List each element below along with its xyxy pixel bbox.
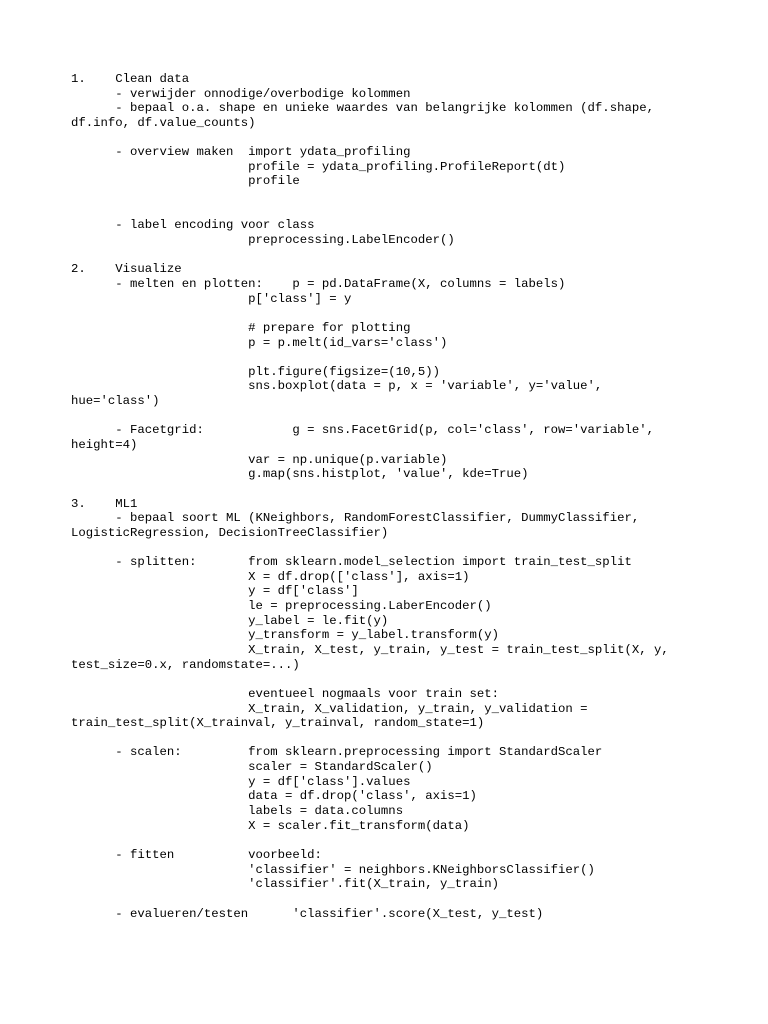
document-line [71,541,711,556]
document-line: X = df.drop(['class'], axis=1) [71,569,470,584]
document-line: sns.boxplot(data = p, x = 'variable', y='value', [71,379,603,394]
document-line: y = df['class'].values [71,774,411,789]
document-line: plt.figure(figsize=(10,5)) [71,364,440,379]
document-line: 'classifier'.fit(X_train, y_train) [71,877,500,892]
document-line: - scalen: from sklearn.preprocessing import StandardScaler [71,745,603,760]
document-line: eventueel nogmaals voor train set: [71,686,500,701]
document-line: height=4) [71,438,138,453]
document-line: X_train, X_test, y_train, y_test = train_test_split(X, y, [71,642,669,657]
document-line: preprocessing.LabelEncoder() [71,233,455,248]
document-line: df.info, df.value_counts) [71,115,256,130]
document-line: 3. ML1 [71,496,138,511]
document-line: X = scaler.fit_transform(data) [71,818,470,833]
document-line [71,248,711,263]
document-line: labels = data.columns [71,804,404,819]
document-line: profile [71,174,300,189]
document-line: - label encoding voor class [71,218,315,233]
document-line [71,306,711,321]
document-line: y = df['class'] [71,584,359,599]
document-line: test_size=0.x, randomstate=...) [71,657,300,672]
document-line: g.map(sns.histplot, 'value', kde=True) [71,467,529,482]
document-line [71,131,711,146]
document-line: 1. Clean data [71,72,190,86]
document-line [71,204,711,219]
document-line: p = p.melt(id_vars='class') [71,335,448,350]
document-line [71,350,711,365]
document-line [71,731,711,746]
document-line: var = np.unique(p.variable) [71,452,448,467]
document-line: - overview maken import ydata_profiling [71,145,411,160]
document-line [71,482,711,497]
document-line: y_label = le.fit(y) [71,613,389,628]
document-line: - verwijder onnodige/overbodige kolommen [71,86,411,101]
document-line: data = df.drop('class', axis=1) [71,789,477,804]
document-line: 2. Visualize [71,262,182,277]
document-line: - splitten: from sklearn.model_selection import train_test_split [71,555,632,570]
document-body [71,72,711,921]
document-line: profile = ydata_profiling.ProfileReport(dt) [71,159,566,174]
document-line: - bepaal o.a. shape en unieke waardes van belangrijke kolommen (df.shape, [71,101,654,116]
document-line: - evalueren/testen 'classifier'.score(X_test, y_test) [71,906,544,921]
document-line: X_train, X_validation, y_train, y_validation = [71,701,588,716]
document-line [71,672,711,687]
document-line: p['class'] = y [71,291,352,306]
document-line: - bepaal soort ML (KNeighbors, RandomForestClassifier, DummyClassifier, [71,511,640,526]
document-line: 'classifier' = neighbors.KNeighborsClassifier() [71,862,595,877]
document-line [71,892,711,907]
document-line: train_test_split(X_trainval, y_trainval, random_state=1) [71,716,485,731]
document-line: y_transform = y_label.transform(y) [71,628,500,643]
document-line: # prepare for plotting [71,320,411,335]
document-line [71,189,711,204]
document-line [71,833,711,848]
document-line: hue='class') [71,394,160,409]
document-line: - melten en plotten: p = pd.DataFrame(X, columns = labels) [71,276,566,291]
document-line: le = preprocessing.LaberEncoder() [71,599,492,614]
document-line [71,409,711,424]
document-line: scaler = StandardScaler() [71,760,433,775]
document-line: - fitten voorbeeld: [71,847,322,862]
document-line: - Facetgrid: g = sns.FacetGrid(p, col='class', row='variable', [71,423,654,438]
document-line: LogisticRegression, DecisionTreeClassifier) [71,525,389,540]
